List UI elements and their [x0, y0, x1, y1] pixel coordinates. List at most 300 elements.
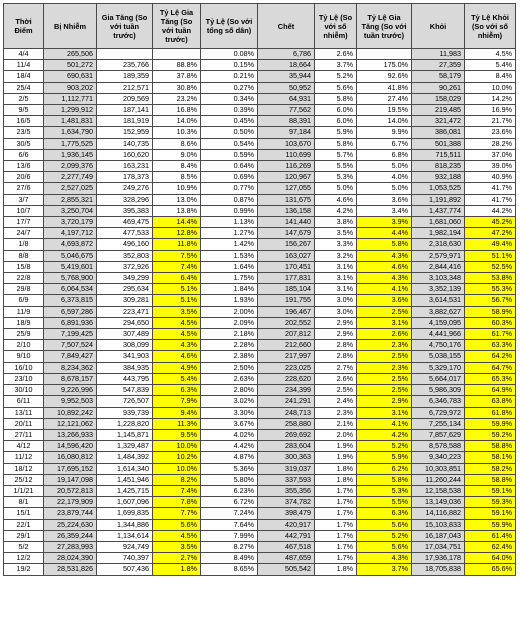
cell-population-rate: 0.99%: [201, 205, 258, 216]
cell-population-rate: 0.34%: [201, 93, 258, 104]
cell-infected: 14,596,420: [44, 441, 97, 452]
cell-date: 5/2: [4, 541, 44, 552]
cell-increase: 1,425,715: [97, 485, 153, 496]
cell-death-rate: 1.7%: [315, 485, 357, 496]
cell-infected: 25,224,630: [44, 519, 97, 530]
cell-date: 22/8: [4, 273, 44, 284]
cell-recovery-rate: 64.9%: [465, 385, 516, 396]
cell-death-rate: 2.6%: [315, 373, 357, 384]
table-row: [4, 149, 516, 160]
cell-infected: 10,892,242: [44, 407, 97, 418]
cell-increase: 187,141: [97, 105, 153, 116]
cell-infected: 2,277,749: [44, 172, 97, 183]
cell-increase: 294,650: [97, 317, 153, 328]
cell-death-rate: 1.7%: [315, 541, 357, 552]
cell-population-rate: 0.69%: [201, 172, 258, 183]
cell-death-rate: 2.8%: [315, 351, 357, 362]
cell-death-rate: 2.9%: [315, 329, 357, 340]
cell-infected: 13,266,933: [44, 429, 97, 440]
cell-increase: 349,299: [97, 273, 153, 284]
cell-increase-rate: 4.9%: [153, 362, 201, 373]
cell-infected: 6,373,815: [44, 295, 97, 306]
table-row: [4, 194, 516, 205]
cell-recovered: 12,158,538: [412, 485, 465, 496]
cell-increase: 924,749: [97, 541, 153, 552]
cell-date: 1/8: [4, 239, 44, 250]
cell-recovery-rate: 60.3%: [465, 317, 516, 328]
cell-death-increase-rate: 6.8%: [357, 149, 412, 160]
cell-deaths: 35,944: [258, 71, 315, 82]
table-row: [4, 217, 516, 228]
cell-population-rate: 1.13%: [201, 217, 258, 228]
cell-deaths: 212,660: [258, 340, 315, 351]
table-row: [4, 564, 516, 575]
cell-increase: [97, 49, 153, 60]
cell-death-rate: 3.1%: [315, 273, 357, 284]
cell-increase: 295,634: [97, 284, 153, 295]
cell-death-increase-rate: 3.1%: [357, 317, 412, 328]
cell-increase-rate: 14.0%: [153, 116, 201, 127]
cell-population-rate: 8.49%: [201, 553, 258, 564]
cell-recovered: 1,982,194: [412, 228, 465, 239]
cell-population-rate: 1.93%: [201, 295, 258, 306]
cell-death-increase-rate: 3.9%: [357, 217, 412, 228]
cell-infected: 23,879,744: [44, 508, 97, 519]
cell-date: 13/11: [4, 407, 44, 418]
cell-deaths: 202,552: [258, 317, 315, 328]
cell-deaths: 50,952: [258, 82, 315, 93]
cell-recovered: 1,437,774: [412, 205, 465, 216]
cell-infected: 8,678,157: [44, 373, 97, 384]
cell-population-rate: 1.42%: [201, 239, 258, 250]
table-row: [4, 273, 516, 284]
cell-deaths: 420,917: [258, 519, 315, 530]
header-death-increase-rate: Tỷ Lệ Gia Tăng (So với tuần trước): [357, 4, 412, 49]
cell-date: 6/9: [4, 295, 44, 306]
cell-increase-rate: 9.0%: [153, 149, 201, 160]
cell-increase-rate: 5.1%: [153, 295, 201, 306]
table-row: [4, 60, 516, 71]
table-row: [4, 429, 516, 440]
cell-infected: 9,952,503: [44, 396, 97, 407]
cell-increase-rate: 4.5%: [153, 317, 201, 328]
cell-death-increase-rate: 2.9%: [357, 396, 412, 407]
cell-increase: 152,959: [97, 127, 153, 138]
cell-recovery-rate: 56.7%: [465, 295, 516, 306]
cell-recovered: 715,511: [412, 149, 465, 160]
cell-increase: 477,533: [97, 228, 153, 239]
cell-death-rate: 3.7%: [315, 60, 357, 71]
cell-increase-rate: 13.8%: [153, 205, 201, 216]
cell-recovered: 6,729,972: [412, 407, 465, 418]
cell-population-rate: 4.42%: [201, 441, 258, 452]
cell-increase-rate: 10.9%: [153, 183, 201, 194]
cell-death-rate: 2.1%: [315, 418, 357, 429]
cell-deaths: 177,831: [258, 273, 315, 284]
cell-recovery-rate: 49.4%: [465, 239, 516, 250]
cell-death-rate: 5.8%: [315, 138, 357, 149]
cell-date: 25/4: [4, 82, 44, 93]
cell-deaths: 103,670: [258, 138, 315, 149]
cell-deaths: 228,620: [258, 373, 315, 384]
cell-infected: 27,283,993: [44, 541, 97, 552]
header-increase: Gia Tăng (So với tuần trước): [97, 4, 153, 49]
cell-infected: 2,527,025: [44, 183, 97, 194]
cell-infected: 9,226,996: [44, 385, 97, 396]
cell-infected: 6,597,286: [44, 306, 97, 317]
cell-deaths: 147,679: [258, 228, 315, 239]
table-row: [4, 396, 516, 407]
cell-increase-rate: 4.5%: [153, 530, 201, 541]
cell-deaths: 355,356: [258, 485, 315, 496]
header-death-rate: Tỷ Lệ (So với số nhiễm): [315, 4, 357, 49]
cell-recovery-rate: 21.7%: [465, 116, 516, 127]
cell-death-rate: 5.2%: [315, 71, 357, 82]
header-row: [4, 4, 516, 49]
table-row: [4, 183, 516, 194]
cell-deaths: 505,542: [258, 564, 315, 575]
cell-recovery-rate: 61.7%: [465, 329, 516, 340]
cell-population-rate: 0.45%: [201, 116, 258, 127]
cell-increase-rate: 4.5%: [153, 329, 201, 340]
cell-death-increase-rate: [357, 49, 412, 60]
cell-death-increase-rate: 5.8%: [357, 239, 412, 250]
cell-increase: 1,134,614: [97, 530, 153, 541]
cell-death-rate: 1.8%: [315, 564, 357, 575]
cell-increase: 507,436: [97, 564, 153, 575]
cell-recovery-rate: 23.6%: [465, 127, 516, 138]
cell-death-rate: 2.3%: [315, 407, 357, 418]
cell-death-rate: 5.3%: [315, 172, 357, 183]
cell-recovered: 4,750,176: [412, 340, 465, 351]
cell-increase: 249,276: [97, 183, 153, 194]
cell-increase-rate: 7.4%: [153, 261, 201, 272]
cell-recovered: 17,034,751: [412, 541, 465, 552]
cell-increase-rate: [153, 49, 201, 60]
cell-increase-rate: 3.5%: [153, 306, 201, 317]
cell-increase: 189,359: [97, 71, 153, 82]
cell-increase-rate: 37.8%: [153, 71, 201, 82]
cell-death-increase-rate: 5.6%: [357, 519, 412, 530]
cell-death-rate: 2.6%: [315, 49, 357, 60]
cell-infected: 501,272: [44, 60, 97, 71]
cell-deaths: 207,812: [258, 329, 315, 340]
table-row: [4, 519, 516, 530]
cell-recovered: 219,485: [412, 105, 465, 116]
cell-recovery-rate: 63.8%: [465, 396, 516, 407]
table-row: [4, 452, 516, 463]
cell-recovery-rate: 51.1%: [465, 250, 516, 261]
cell-recovered: 501,388: [412, 138, 465, 149]
cell-increase-rate: 5.6%: [153, 519, 201, 530]
cell-population-rate: 0.87%: [201, 194, 258, 205]
cell-recovered: 58,179: [412, 71, 465, 82]
cell-increase: 140,735: [97, 138, 153, 149]
cell-increase-rate: 16.8%: [153, 105, 201, 116]
cell-increase: 307,489: [97, 329, 153, 340]
cell-deaths: 283,604: [258, 441, 315, 452]
cell-population-rate: 1.53%: [201, 250, 258, 261]
cell-increase: 1,484,392: [97, 452, 153, 463]
cell-death-increase-rate: 4.3%: [357, 273, 412, 284]
cell-death-increase-rate: 4.1%: [357, 284, 412, 295]
cell-death-rate: 1.7%: [315, 530, 357, 541]
cell-death-increase-rate: 4.2%: [357, 429, 412, 440]
cell-date: 29/1: [4, 530, 44, 541]
cell-recovery-rate: 4.5%: [465, 49, 516, 60]
cell-recovered: 321,472: [412, 116, 465, 127]
cell-death-rate: 5.5%: [315, 161, 357, 172]
cell-increase-rate: 8.4%: [153, 161, 201, 172]
cell-deaths: 110,699: [258, 149, 315, 160]
cell-recovered: 17,936,178: [412, 553, 465, 564]
table-row: [4, 553, 516, 564]
cell-population-rate: 2.38%: [201, 351, 258, 362]
cell-death-rate: 2.9%: [315, 317, 357, 328]
cell-recovered: 90,261: [412, 82, 465, 93]
cell-infected: 26,359,244: [44, 530, 97, 541]
cell-recovery-rate: 64.7%: [465, 362, 516, 373]
cell-population-rate: 8.27%: [201, 541, 258, 552]
table-row: [4, 93, 516, 104]
cell-infected: 6,064,534: [44, 284, 97, 295]
cell-date: 27/6: [4, 183, 44, 194]
cell-increase-rate: 88.8%: [153, 60, 201, 71]
cell-death-increase-rate: 9.9%: [357, 127, 412, 138]
table-row: [4, 373, 516, 384]
cell-date: 13/6: [4, 161, 44, 172]
cell-recovery-rate: 65.3%: [465, 373, 516, 384]
cell-date: 10/7: [4, 205, 44, 216]
cell-increase: 939,739: [97, 407, 153, 418]
cell-recovered: 4,441,966: [412, 329, 465, 340]
table-row: [4, 329, 516, 340]
cell-infected: 4,693,872: [44, 239, 97, 250]
cell-increase-rate: 6.3%: [153, 385, 201, 396]
cell-death-rate: 3.8%: [315, 217, 357, 228]
cell-increase-rate: 5.1%: [153, 284, 201, 295]
table-row: [4, 474, 516, 485]
table-row: [4, 317, 516, 328]
cell-deaths: 269,692: [258, 429, 315, 440]
table-row: [4, 441, 516, 452]
cell-increase: 160,620: [97, 149, 153, 160]
cell-infected: 12,121,062: [44, 418, 97, 429]
cell-infected: 7,507,524: [44, 340, 97, 351]
cell-date: 1/1/21: [4, 485, 44, 496]
cell-death-increase-rate: 6.7%: [357, 138, 412, 149]
cell-death-rate: 3.1%: [315, 261, 357, 272]
cell-death-increase-rate: 4.4%: [357, 228, 412, 239]
cell-recovered: 9,340,223: [412, 452, 465, 463]
cell-population-rate: 0.21%: [201, 71, 258, 82]
cell-infected: 22,179,909: [44, 497, 97, 508]
cell-date: 3/7: [4, 194, 44, 205]
cell-death-rate: 1.7%: [315, 497, 357, 508]
cell-date: 11/12: [4, 452, 44, 463]
cell-increase-rate: 7.9%: [153, 396, 201, 407]
cell-increase: 740,397: [97, 553, 153, 564]
cell-deaths: 185,104: [258, 284, 315, 295]
cell-increase-rate: 4.3%: [153, 340, 201, 351]
cell-death-rate: 3.5%: [315, 228, 357, 239]
cell-population-rate: 7.99%: [201, 530, 258, 541]
sheet-edge: [515, 3, 521, 47]
cell-death-rate: 1.8%: [315, 474, 357, 485]
cell-recovery-rate: 45.2%: [465, 217, 516, 228]
cell-date: 4/4: [4, 49, 44, 60]
cell-deaths: 88,391: [258, 116, 315, 127]
cell-increase: 341,903: [97, 351, 153, 362]
cell-date: 20/11: [4, 418, 44, 429]
cell-deaths: 116,269: [258, 161, 315, 172]
cell-death-rate: 5.0%: [315, 183, 357, 194]
table-row: [4, 239, 516, 250]
cell-population-rate: 1.64%: [201, 261, 258, 272]
cell-deaths: 398,479: [258, 508, 315, 519]
cell-infected: 19,147,098: [44, 474, 97, 485]
cell-recovery-rate: 14.2%: [465, 93, 516, 104]
cell-increase: 181,919: [97, 116, 153, 127]
header-date: Thời Điểm: [4, 4, 44, 49]
cell-recovery-rate: 5.4%: [465, 60, 516, 71]
cell-recovery-rate: 16.9%: [465, 105, 516, 116]
cell-infected: 6,891,936: [44, 317, 97, 328]
cell-date: 18/12: [4, 463, 44, 474]
cell-recovered: 1,681,060: [412, 217, 465, 228]
cell-infected: 1,112,771: [44, 93, 97, 104]
cell-death-increase-rate: 92.6%: [357, 71, 412, 82]
cell-death-increase-rate: 5.2%: [357, 530, 412, 541]
cell-infected: 17,695,152: [44, 463, 97, 474]
cell-death-rate: 1.7%: [315, 553, 357, 564]
cell-death-rate: 2.0%: [315, 429, 357, 440]
cell-recovered: 7,857,629: [412, 429, 465, 440]
cell-increase-rate: 11.8%: [153, 239, 201, 250]
cell-infected: 1,299,912: [44, 105, 97, 116]
table-row: [4, 71, 516, 82]
table-row: [4, 49, 516, 60]
cell-increase: 547,839: [97, 385, 153, 396]
cell-deaths: 97,184: [258, 127, 315, 138]
cell-date: 25/9: [4, 329, 44, 340]
cell-recovered: 7,255,134: [412, 418, 465, 429]
cell-deaths: 319,037: [258, 463, 315, 474]
cell-recovery-rate: 63.3%: [465, 340, 516, 351]
cell-death-increase-rate: 5.2%: [357, 441, 412, 452]
cell-death-increase-rate: 5.3%: [357, 485, 412, 496]
cell-population-rate: 6.23%: [201, 485, 258, 496]
cell-recovered: 1,191,892: [412, 194, 465, 205]
cell-recovery-rate: 65.6%: [465, 564, 516, 575]
cell-population-rate: 0.08%: [201, 49, 258, 60]
cell-increase: 726,507: [97, 396, 153, 407]
cell-population-rate: 3.67%: [201, 418, 258, 429]
cell-deaths: 223,025: [258, 362, 315, 373]
cell-death-increase-rate: 175.0%: [357, 60, 412, 71]
table-row: [4, 362, 516, 373]
cell-recovered: 386,081: [412, 127, 465, 138]
cell-infected: 1,936,145: [44, 149, 97, 160]
cell-population-rate: 0.50%: [201, 127, 258, 138]
cell-date: 24/7: [4, 228, 44, 239]
cell-date: 25/12: [4, 474, 44, 485]
cell-recovered: 13,149,036: [412, 497, 465, 508]
cell-deaths: 248,713: [258, 407, 315, 418]
cell-infected: 5,046,675: [44, 250, 97, 261]
cell-increase: 1,329,487: [97, 441, 153, 452]
cell-death-increase-rate: 5.0%: [357, 183, 412, 194]
table-row: [4, 205, 516, 216]
cell-recovery-rate: 61.4%: [465, 530, 516, 541]
cell-deaths: 170,451: [258, 261, 315, 272]
cell-date: 30/10: [4, 385, 44, 396]
cell-death-rate: 1.7%: [315, 519, 357, 530]
cell-increase-rate: 4.6%: [153, 351, 201, 362]
table-row: [4, 530, 516, 541]
cell-increase-rate: 7.8%: [153, 497, 201, 508]
cell-population-rate: 0.77%: [201, 183, 258, 194]
cell-infected: 28,024,390: [44, 553, 97, 564]
cell-death-rate: 6.0%: [315, 105, 357, 116]
cell-death-rate: 3.3%: [315, 239, 357, 250]
table-row: [4, 385, 516, 396]
cell-recovered: 15,103,833: [412, 519, 465, 530]
cell-recovered: 11,260,244: [412, 474, 465, 485]
cell-death-increase-rate: 3.1%: [357, 407, 412, 418]
cell-recovered: 2,844,416: [412, 261, 465, 272]
cell-death-increase-rate: 2.3%: [357, 362, 412, 373]
cell-increase: 328,296: [97, 194, 153, 205]
cell-date: 8/8: [4, 250, 44, 261]
table-row: [4, 82, 516, 93]
cell-infected: 1,634,790: [44, 127, 97, 138]
cell-recovery-rate: 58.8%: [465, 474, 516, 485]
cell-increase-rate: 11.3%: [153, 418, 201, 429]
cell-increase-rate: 5.4%: [153, 373, 201, 384]
cell-recovery-rate: 58.2%: [465, 463, 516, 474]
cell-recovery-rate: 62.4%: [465, 541, 516, 552]
cell-recovery-rate: 64.2%: [465, 351, 516, 362]
cell-death-rate: 1.7%: [315, 508, 357, 519]
cell-recovered: 5,986,309: [412, 385, 465, 396]
cell-recovery-rate: 58.9%: [465, 306, 516, 317]
cell-increase-rate: 13.0%: [153, 194, 201, 205]
cell-date: 4/12: [4, 441, 44, 452]
cell-population-rate: 2.09%: [201, 317, 258, 328]
cell-population-rate: 1.27%: [201, 228, 258, 239]
cell-death-increase-rate: 19.5%: [357, 105, 412, 116]
cell-deaths: 77,562: [258, 105, 315, 116]
cell-deaths: 136,158: [258, 205, 315, 216]
cell-recovered: 3,882,627: [412, 306, 465, 317]
table-row: [4, 138, 516, 149]
cell-date: 29/8: [4, 284, 44, 295]
cell-death-increase-rate: 6.3%: [357, 508, 412, 519]
table-row: [4, 127, 516, 138]
cell-infected: 3,720,179: [44, 217, 97, 228]
cell-date: 2/5: [4, 93, 44, 104]
cell-increase-rate: 2.7%: [153, 553, 201, 564]
cell-death-rate: 5.8%: [315, 93, 357, 104]
cell-recovered: 5,329,170: [412, 362, 465, 373]
cell-date: 8/1: [4, 497, 44, 508]
cell-date: 16/10: [4, 362, 44, 373]
cell-increase: 223,471: [97, 306, 153, 317]
table-row: [4, 497, 516, 508]
cell-death-increase-rate: 2.5%: [357, 351, 412, 362]
cell-population-rate: 2.28%: [201, 340, 258, 351]
